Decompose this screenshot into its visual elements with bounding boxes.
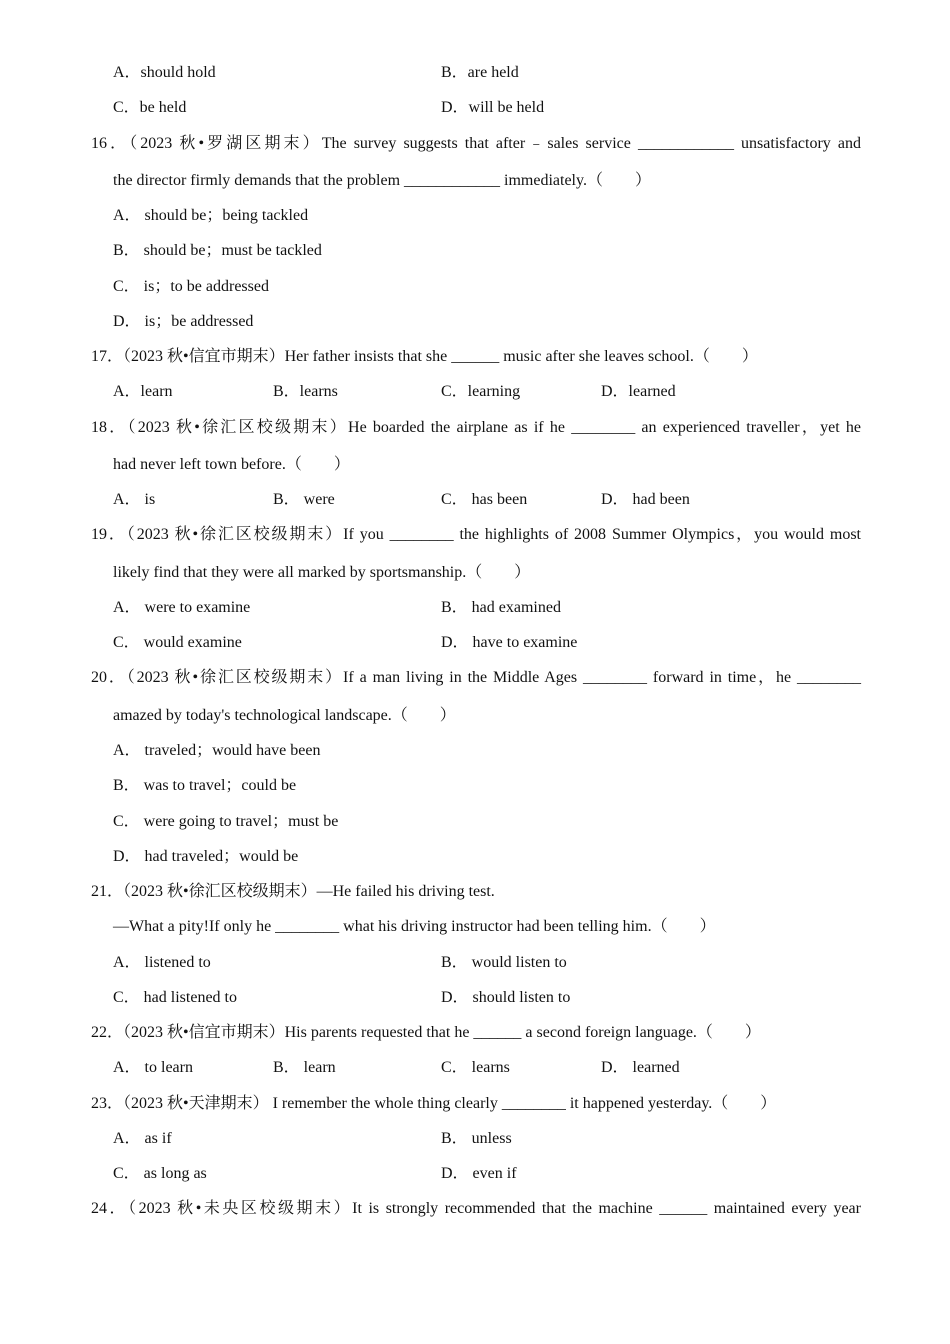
- q15-option-a: A．should hold: [113, 64, 216, 81]
- q17-option-b: B．learns: [273, 383, 338, 400]
- q19-option-a: A． were to examine: [113, 599, 251, 616]
- q20-stem-line1: 20．（2023 秋•徐汇区校级期末）If a man living in the Middle Ages ________ forward in time，he ________: [91, 669, 861, 686]
- q18-option-d: D． had been: [601, 491, 690, 508]
- q21-stem-line1: 21．（2023 秋•徐汇区校级期末）—He failed his driving test.: [91, 883, 495, 900]
- q17-option-a: A．learn: [113, 383, 173, 400]
- q19-option-d: D． have to examine: [441, 634, 578, 651]
- q21-option-b: B． would listen to: [441, 954, 567, 971]
- q18-stem-line2: had never left town before.（ ）: [113, 456, 350, 473]
- q16-stem-line2: the director firmly demands that the problem ____________ immediately.（ ）: [113, 172, 651, 189]
- q15-option-b: B．are held: [441, 64, 519, 81]
- q18-option-b: B． were: [273, 491, 335, 508]
- q23-option-d: D． even if: [441, 1165, 517, 1182]
- q18-option-c: C． has been: [441, 491, 528, 508]
- q23-stem-line1: 23．（2023 秋•天津期末） I remember the whole thing clearly ________ it happened yesterday.（ ）: [91, 1095, 777, 1112]
- q23-option-b: B． unless: [441, 1130, 512, 1147]
- q20-option-d: D． had traveled；would be: [113, 848, 299, 865]
- q21-option-a: A． listened to: [113, 954, 211, 971]
- q20-option-b: B． was to travel；could be: [113, 777, 297, 794]
- q19-stem-line2: likely find that they were all marked by sportsmanship.（ ）: [113, 564, 531, 581]
- q21-option-d: D． should listen to: [441, 989, 571, 1006]
- q16-option-b: B． should be；must be tackled: [113, 242, 322, 259]
- q15-option-c: C．be held: [113, 99, 187, 116]
- q23-option-a: A． as if: [113, 1130, 172, 1147]
- q20-option-a: A． traveled；would have been: [113, 742, 321, 759]
- q22-option-c: C． learns: [441, 1059, 510, 1076]
- q22-stem-line1: 22．（2023 秋•信宜市期末）His parents requested that he ______ a second foreign language.（ ）: [91, 1024, 761, 1041]
- q21-option-c: C． had listened to: [113, 989, 237, 1006]
- q15-option-d: D．will be held: [441, 99, 545, 116]
- q17-stem-line1: 17．（2023 秋•信宜市期末）Her father insists that she ______ music after she leaves school.（ ）: [91, 348, 758, 365]
- q23-option-c: C． as long as: [113, 1165, 207, 1182]
- q18-stem-line1: 18．（2023 秋•徐汇区校级期末）He boarded the airplane as if he ________ an experienced traveller，yet he: [91, 419, 861, 436]
- q18-option-a: A． is: [113, 491, 156, 508]
- q16-option-d: D． is；be addressed: [113, 313, 254, 330]
- q22-option-d: D． learned: [601, 1059, 680, 1076]
- q19-option-b: B． had examined: [441, 599, 561, 616]
- q22-option-b: B． learn: [273, 1059, 336, 1076]
- q16-option-c: C． is；to be addressed: [113, 278, 269, 295]
- q17-option-c: C．learning: [441, 383, 521, 400]
- q20-option-c: C． were going to travel；must be: [113, 813, 339, 830]
- q16-option-a: A． should be；being tackled: [113, 207, 309, 224]
- q21-stem-line2: —What a pity!If only he ________ what his driving instructor had been telling him.（ ）: [113, 918, 716, 935]
- q16-stem-line1: 16．（2023 秋•罗湖区期末）The survey suggests that after﹣sales service ____________ unsatisfactory and: [91, 135, 861, 152]
- q17-option-d: D．learned: [601, 383, 676, 400]
- q22-option-a: A． to learn: [113, 1059, 193, 1076]
- q19-option-c: C． would examine: [113, 634, 242, 651]
- q19-stem-line1: 19．（2023 秋•徐汇区校级期末）If you ________ the highlights of 2008 Summer Olympics，you would most: [91, 526, 861, 543]
- q20-stem-line2: amazed by today's technological landscape.（ ）: [113, 707, 456, 724]
- q24-stem-line1: 24．（2023 秋•未央区校级期末）It is strongly recommended that the machine ______ maintained every year: [91, 1200, 861, 1217]
